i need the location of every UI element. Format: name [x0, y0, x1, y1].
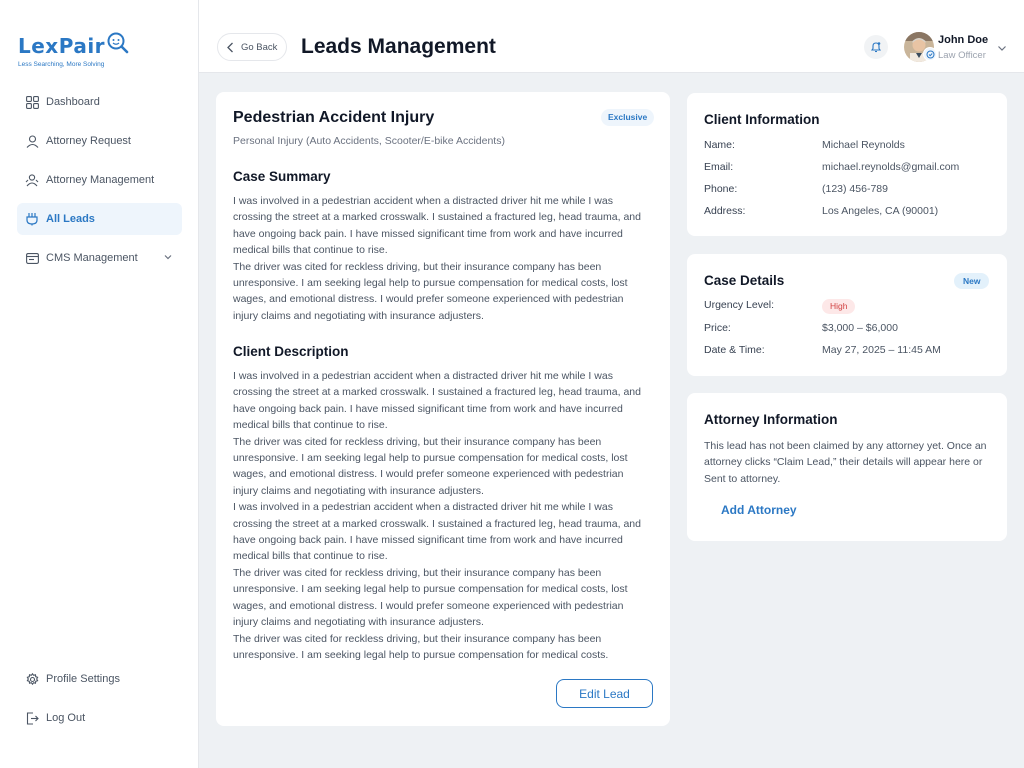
lead-category: Personal Injury (Auto Accidents, Scooter/E-bike Accidents)	[233, 135, 505, 147]
sidebar-bottom	[17, 663, 182, 741]
field-label: Urgency Level:	[704, 299, 775, 311]
grid-icon	[25, 95, 39, 109]
field-label: Email:	[704, 161, 734, 173]
field-label: Date & Time:	[704, 344, 765, 356]
client-address: Los Angeles, CA (90001)	[822, 205, 939, 217]
chevron-down-icon[interactable]	[163, 252, 173, 265]
magnifier-icon	[106, 31, 130, 60]
sidebar-item-label: Attorney Management	[46, 174, 155, 186]
sidebar-item-attorney-management[interactable]	[17, 164, 182, 196]
urgency-row	[704, 299, 994, 314]
status-badge: New	[954, 273, 989, 289]
edit-lead-button[interactable]: Edit Lead	[556, 679, 653, 708]
price-value: $3,000 – $6,000	[822, 322, 898, 334]
client-name: Michael Reynolds	[822, 139, 905, 151]
sidebar-item-cms-management[interactable]	[17, 242, 182, 274]
handshake-icon	[25, 212, 39, 226]
sidebar-item-profile-settings[interactable]	[17, 663, 182, 695]
field-label: Name:	[704, 139, 735, 151]
sidebar-item-dashboard[interactable]	[17, 86, 182, 118]
verified-badge-icon	[923, 47, 937, 61]
sidebar-item-log-out[interactable]	[17, 702, 182, 734]
case-details-card	[687, 254, 1007, 376]
case-summary-title: Case Summary	[233, 169, 331, 184]
client-phone: (123) 456-789	[822, 183, 888, 195]
go-back-label: Go Back	[241, 41, 278, 53]
chevron-down-icon[interactable]	[996, 41, 1008, 59]
urgency-badge: High	[822, 299, 855, 314]
page-title: Leads Management	[301, 35, 496, 58]
gear-icon	[25, 672, 39, 686]
sidebar-item-label: All Leads	[46, 213, 95, 225]
client-phone-row	[704, 183, 994, 195]
brand-name: LexPair	[18, 33, 106, 58]
client-information-card	[687, 93, 1007, 236]
sidebar-item-label: CMS Management	[46, 252, 138, 264]
price-row	[704, 322, 994, 334]
case-details-title: Case Details	[704, 273, 785, 288]
sidebar-item-label: Attorney Request	[46, 135, 131, 147]
sidebar-item-all-leads[interactable]	[17, 203, 182, 235]
bell-icon	[870, 41, 882, 53]
sidebar-item-attorney-request[interactable]	[17, 125, 182, 157]
chevron-left-icon	[226, 42, 235, 53]
lead-details-card	[216, 92, 670, 726]
client-description-title: Client Description	[233, 344, 349, 359]
client-name-row	[704, 139, 994, 151]
datetime-row	[704, 344, 994, 356]
lead-title: Pedestrian Accident Injury	[233, 109, 435, 126]
attorney-information-title: Attorney Information	[704, 412, 838, 427]
exclusive-badge: Exclusive	[601, 109, 654, 126]
client-description-text: I was involved in a pedestrian accident when a distracted driver hit me while I was crossing the street at a marked crosswalk. I sustained a fractured leg, head trauma, and have ongoing back pain. I have missed significant time from work and have incurred medical bills that continue to rise. The driver was cited for reckless driving, but their insurance company has been unresponsive. I am seeking legal help to pursue compensation for medical costs, lost wages, and emotional distress. I would prefer someone experienced with pedestrian injury claims and negotiating with insurance adjusters. I was involved in a pedestrian accident when a distracted driver hit me while I was crossing the street at a marked crosswalk. I sustained a fractured leg, head trauma, and have ongoing back pain. I have missed significant time from work and have incurred medical bills that continue to rise. The driver was cited for reckless driving, but their insurance company has been unresponsive. I am seeking legal help to pursue compensation for medical costs, lost wages, and emotional distress. I would prefer someone experienced with pedestrian injury claims and negotiating with insurance adjusters. The driver was cited for reckless driving, but their insurance company has been unresponsive. I am seeking legal help to pursue compensation for medical costs.	[233, 370, 641, 661]
brand-tagline: Less Searching, More Solving	[18, 61, 105, 68]
client-email: michael.reynolds@gmail.com	[822, 161, 960, 173]
brand-logo[interactable]	[18, 31, 130, 68]
cms-icon	[25, 251, 39, 265]
client-information-title: Client Information	[704, 112, 820, 127]
client-email-row	[704, 161, 994, 173]
sidebar-item-label: Dashboard	[46, 96, 100, 108]
user-name: John Doe	[938, 34, 989, 46]
go-back-button[interactable]	[217, 33, 287, 61]
field-label: Phone:	[704, 183, 738, 195]
notification-button[interactable]	[864, 35, 888, 59]
attorney-info-text: This lead has not been claimed by any attorney yet. Once an attorney clicks “Claim Lead,” their details will appear here or Sent to attorney.	[704, 440, 987, 485]
sidebar-item-label: Log Out	[46, 712, 86, 724]
logout-icon	[25, 711, 39, 725]
add-attorney-button[interactable]: Add Attorney	[721, 503, 797, 517]
sidebar	[0, 0, 199, 768]
sidebar-nav	[17, 86, 182, 281]
datetime-value: May 27, 2025 – 11:45 AM	[822, 344, 941, 356]
users-icon	[25, 173, 39, 187]
attorney-information-card	[687, 393, 1007, 541]
user-role: Law Officer	[938, 50, 986, 61]
case-summary-text: I was involved in a pedestrian accident when a distracted driver hit me while I was crossing the street at a marked crosswalk. I sustained a fractured leg, head trauma, and have ongoing back pain. I have missed significant time from work and have incurred medical bills that continue to rise. The driver was cited for reckless driving, but their insurance company has been unresponsive. I am seeking legal help to pursue compensation for medical costs, lost wages, and emotional distress. I would prefer someone experienced with pedestrian injury claims and negotiating with insurance adjusters.	[233, 195, 641, 322]
field-label: Address:	[704, 205, 746, 217]
field-label: Price:	[704, 322, 731, 334]
sidebar-item-label: Profile Settings	[46, 673, 120, 685]
top-header	[199, 0, 1024, 73]
user-icon	[25, 134, 39, 148]
client-address-row	[704, 205, 994, 217]
